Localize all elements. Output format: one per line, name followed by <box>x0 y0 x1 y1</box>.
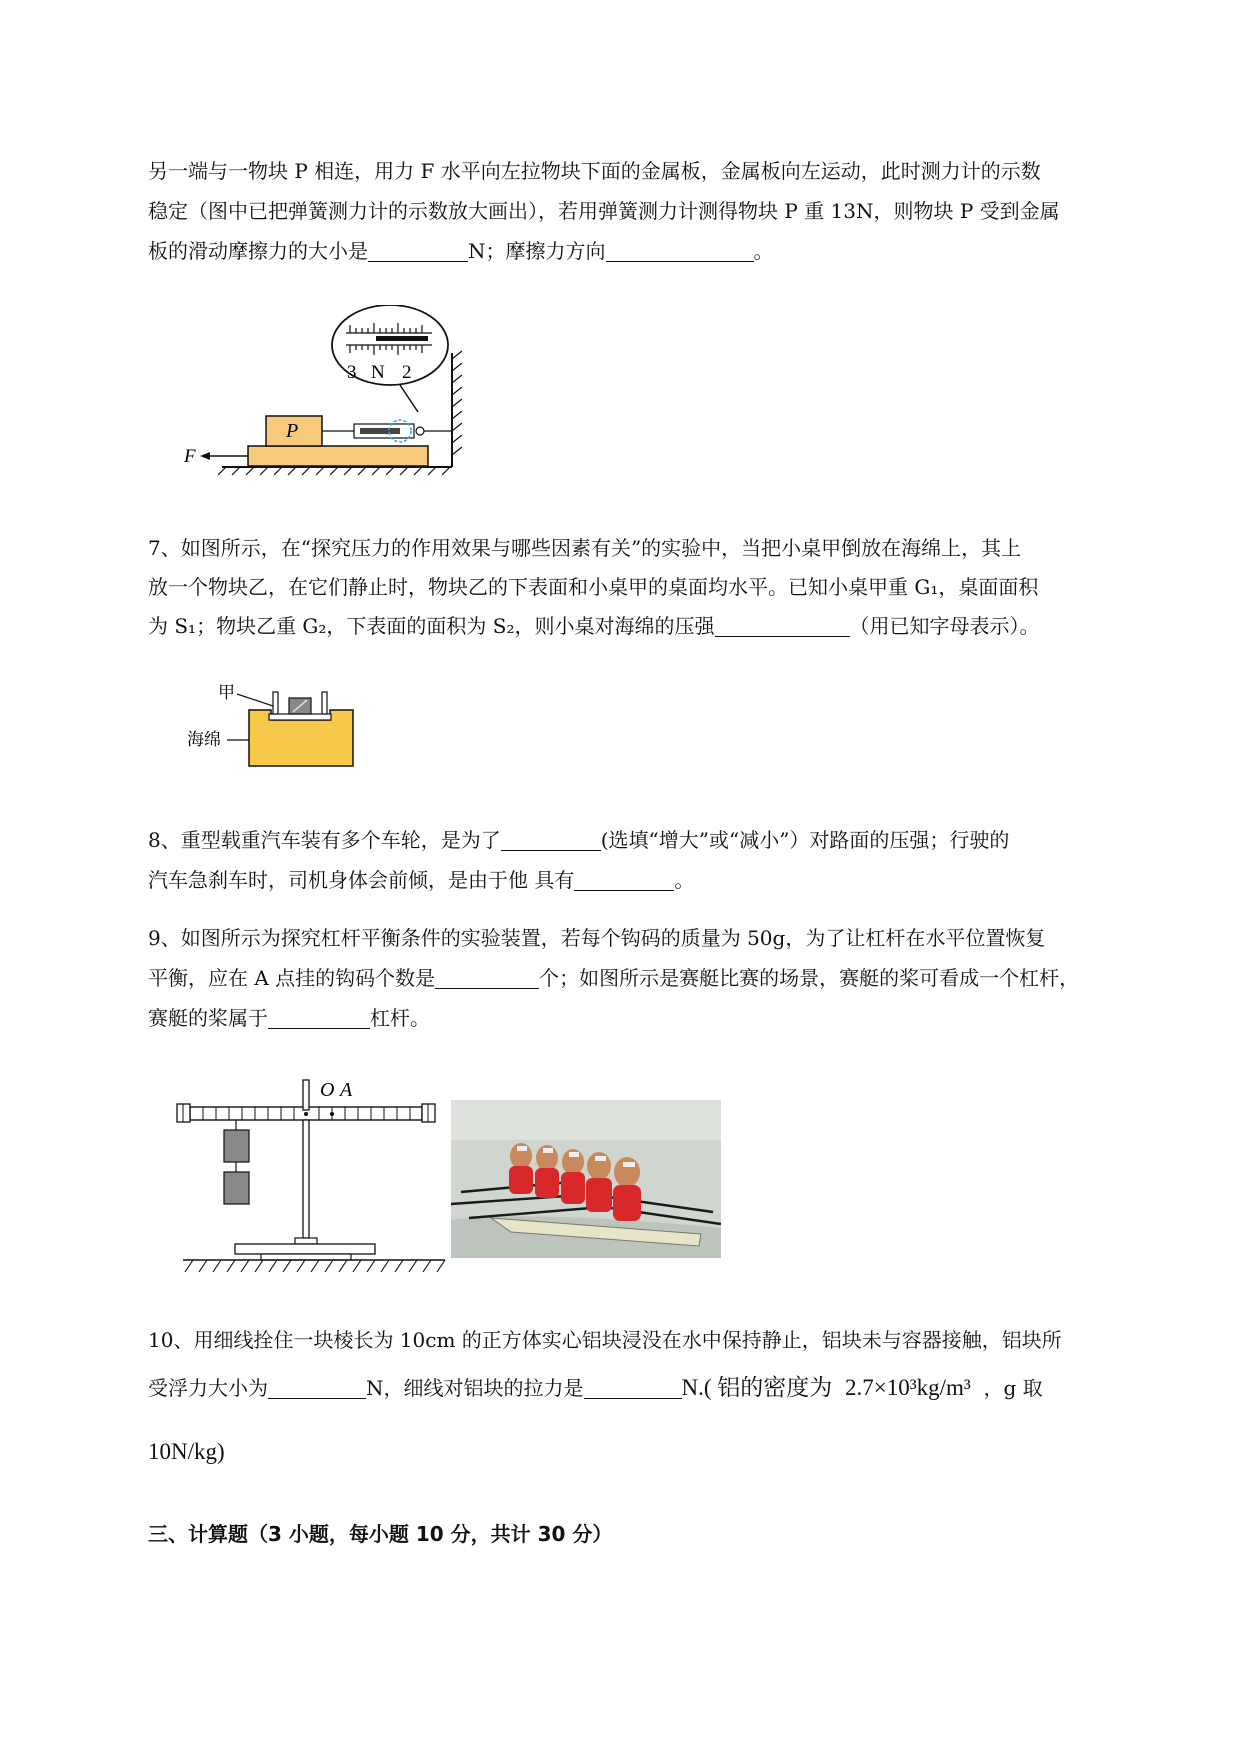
lever-label-a: A <box>340 1079 353 1101</box>
q10-text-c: N.( 铝的密度为 <box>681 1375 833 1400</box>
q7-line-2: 放一个物块乙，在它们静止时，物块乙的下表面和小桌甲的桌面均水平。已知小桌甲重 G₁，桌面面积 <box>148 575 1039 599</box>
q9-text-c: 赛艇的桨属于 <box>148 1006 268 1030</box>
q8-answer-blank-1[interactable] <box>501 828 601 851</box>
q10-line-1: 10、用细线拴住一块棱长为 10cm 的正方体实心铝块浸没在水中保持静止，铝块未与容器接触，铝块所 <box>148 1328 1062 1352</box>
q9-line-2 <box>148 964 1079 992</box>
q7-text-b: （用已知字母表示）。 <box>849 614 1040 638</box>
q7-text-a: 为 S₁；物块乙重 G₂，下表面的面积为 S₂，则小桌对海绵的压强 <box>148 614 715 638</box>
q8-text-d: 。 <box>674 868 695 892</box>
block-label-p: P <box>286 420 299 442</box>
force-label-f: F <box>184 446 196 467</box>
section-3-title: 三、计算题（3 小题，每小题 10 分，共计 30 分） <box>148 1522 613 1546</box>
q6-line-3 <box>148 237 774 265</box>
q9-line-1: 9、如图所示为探究杠杆平衡条件的实验装置，若每个钩码的质量为 50g，为了让杠杆在水平位置恢复 <box>148 926 1046 950</box>
q9-line-3 <box>148 1004 430 1032</box>
figure-spring-scale <box>170 305 470 490</box>
table-label: 甲 <box>218 683 235 702</box>
dial-label-left: 3 <box>347 362 357 383</box>
q8-answer-blank-2[interactable] <box>574 868 674 891</box>
q6-text-b: N；摩擦力方向 <box>468 239 606 263</box>
q6-line-1: 另一端与一物块 P 相连，用力 F 水平向左拉物块下面的金属板，金属板向左运动，此时测力计的示数 <box>148 159 1041 183</box>
q9-text-d: 杠杆。 <box>370 1006 430 1030</box>
q10-text-a: 受浮力大小为 <box>148 1376 268 1400</box>
q9-text-a: 平衡，应在 A 点挂的钩码个数是 <box>148 966 436 990</box>
q7-answer-blank[interactable] <box>715 614 850 637</box>
q7-line-3 <box>148 612 1040 640</box>
q7-line-1: 7、如图所示，在“探究压力的作用效果与哪些因素有关”的实验中，当把小桌甲倒放在海绵上，其上 <box>148 536 1022 560</box>
dial-label-unit: N <box>371 362 385 383</box>
figure-lever-apparatus <box>175 1072 453 1284</box>
q6-answer-blank-1[interactable] <box>368 239 468 262</box>
q8-text-b: (选填“增大”或“减小”）对路面的压强；行驶的 <box>600 828 1010 852</box>
figure-table-on-sponge <box>185 678 365 768</box>
q10-text-b: N，细线对铝块的拉力是 <box>366 1376 584 1400</box>
q9-answer-blank-1[interactable] <box>435 966 539 989</box>
q8-text-c: 汽车急刹车时，司机身体会前倾，是由于他 具有 <box>148 868 575 892</box>
q10-density-formula: 2.7×10³kg/m³ <box>845 1375 971 1400</box>
q6-text-a: 板的滑动摩擦力的大小是 <box>148 239 368 263</box>
q10-answer-blank-1[interactable] <box>268 1376 366 1399</box>
q9-text-b: 个；如图所示是赛艇比赛的场景，赛艇的桨可看成一个杠杆， <box>539 966 1080 990</box>
rowing-photo <box>451 1100 721 1258</box>
sponge-label: 海绵 <box>187 730 221 749</box>
q10-text-d: ，g 取 <box>983 1376 1043 1400</box>
q6-line-2: 稳定（图中已把弹簧测力计的示数放大画出），若用弹簧测力计测得物块 P 重 13N，则物块 P 受到金属 <box>148 199 1060 223</box>
q8-text-a: 8、重型载重汽车装有多个车轮，是为了 <box>148 828 501 852</box>
q6-answer-blank-2[interactable] <box>606 239 754 262</box>
q8-line-2 <box>148 866 694 894</box>
lever-label-o: O <box>320 1079 335 1101</box>
dial-label-right: 2 <box>402 362 412 383</box>
q8-line-1 <box>148 826 1009 854</box>
q6-text-c: 。 <box>753 239 774 263</box>
q10-line-2 <box>148 1374 1043 1402</box>
q9-answer-blank-2[interactable] <box>268 1006 370 1029</box>
q10-answer-blank-2[interactable] <box>584 1376 682 1399</box>
q10-line-3: 10N/kg) <box>148 1439 225 1464</box>
